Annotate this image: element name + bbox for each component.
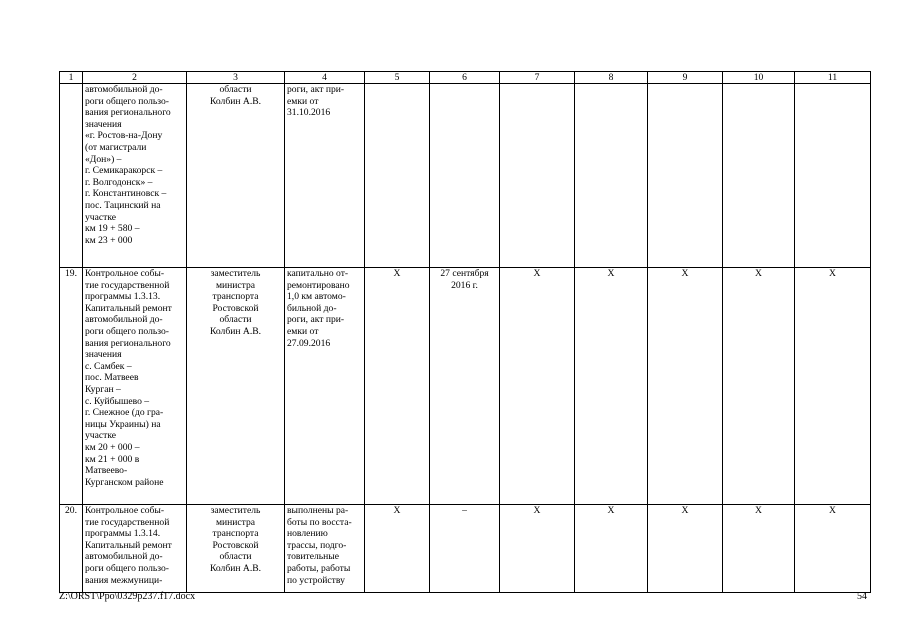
col-header: 7 (500, 72, 575, 84)
cell-line: министра (215, 279, 256, 291)
col-11-value: Х (795, 268, 871, 505)
row-number: 20. (60, 505, 83, 593)
cell-line: программы 1.3.14. (85, 528, 161, 540)
cell-line: Ростовской (212, 539, 259, 551)
cell-line: ницы Украины) на (85, 418, 161, 430)
cell-line: области (219, 551, 252, 563)
cell-line: роги, акт при- (287, 314, 345, 326)
cell-line: 27 сентября (440, 268, 489, 279)
cell-line: тие государственной (85, 279, 170, 291)
report-table (59, 71, 871, 593)
col-5-value: Х (365, 268, 430, 505)
cell-line: емки от (287, 325, 319, 337)
cell-line: 1,0 км автомо- (287, 291, 346, 303)
cell-line: области (219, 314, 252, 326)
cell-line: заместитель (210, 505, 261, 516)
cell-line: (от магистрали (85, 141, 147, 153)
cell-line: Капитальный ремонт (85, 539, 172, 551)
cell-line: вания регионального (85, 107, 171, 119)
cell-line: Колбин А.В. (209, 325, 262, 337)
cell-line: км 19 + 580 – (85, 223, 140, 235)
cell-line: 27.09.2016 (287, 337, 331, 349)
cell-line: работы, работы (287, 562, 351, 574)
cell-line: 2016 г. (451, 279, 478, 291)
col-9-value (648, 84, 723, 268)
cell-line: значения (85, 349, 122, 361)
cell-line: «Дон») – (85, 153, 122, 165)
cell-line: Ростовской (212, 302, 259, 314)
cell-line: капитально от- (287, 268, 349, 279)
col-header: 2 (83, 72, 187, 84)
cell-line: товительные (287, 551, 339, 563)
col-8-value (575, 84, 648, 268)
col-header: 10 (723, 72, 795, 84)
col-7-value: Х (500, 505, 575, 593)
date-value (430, 84, 500, 268)
result (285, 84, 365, 268)
cell-line: тие государственной (85, 516, 170, 528)
col-header: 1 (60, 72, 83, 84)
responsible-person (187, 268, 285, 505)
cell-line: бильной до- (287, 302, 337, 314)
cell-line: 31.10.2016 (287, 107, 331, 119)
cell-line: Колбин А.В. (209, 95, 262, 107)
cell-line: вания регионального (85, 337, 171, 349)
col-8-value: Х (575, 268, 648, 505)
cell-line: Курганском районе (85, 476, 164, 488)
cell-line: с. Куйбышево – (85, 395, 150, 407)
cell-line: автомобильной до- (85, 314, 163, 326)
cell-line: ремонтировано (287, 279, 350, 291)
event-description (83, 505, 187, 593)
col-5-value: Х (365, 505, 430, 593)
col-11-value: Х (795, 505, 871, 593)
cell-line: заместитель (210, 268, 261, 279)
cell-line: транспорта (212, 291, 259, 303)
cell-line: с. Самбек – (85, 360, 132, 372)
col-10-value (723, 84, 795, 268)
cell-line: трассы, подго- (287, 539, 347, 551)
col-10-value: Х (723, 505, 795, 593)
cell-line: Контрольное собы- (85, 505, 165, 516)
cell-line: министра (215, 516, 256, 528)
col-11-value (795, 84, 871, 268)
date-value (430, 505, 500, 593)
col-7-value: Х (500, 268, 575, 505)
cell-line: пос. Матвеев (85, 372, 139, 384)
date-value (430, 268, 500, 505)
cell-line: по устройству (287, 574, 345, 586)
cell-line: участке (85, 211, 117, 223)
cell-line: г. Семикаракорск – (85, 165, 163, 177)
page-number: 54 (857, 591, 867, 602)
col-7-value (500, 84, 575, 268)
row-number: 19. (60, 268, 83, 505)
col-header: 3 (187, 72, 285, 84)
cell-line: «г. Ростов-на-Дону (85, 130, 163, 142)
event-description (83, 84, 187, 268)
responsible-person (187, 505, 285, 593)
col-10-value: Х (723, 268, 795, 505)
cell-line: транспорта (212, 528, 259, 540)
cell-line: г. Константиновск – (85, 188, 167, 200)
event-description (83, 268, 187, 505)
col-9-value: Х (648, 268, 723, 505)
result (285, 268, 365, 505)
cell-line: автомобильной до- (85, 551, 163, 563)
cell-line: Колбин А.В. (209, 562, 262, 574)
cell-line: Курган – (85, 383, 121, 395)
cell-line: вания межмуници- (85, 574, 163, 586)
cell-line: роги, акт при- (287, 84, 345, 95)
cell-line: г. Снежное (до гра- (85, 407, 164, 419)
table-row (60, 505, 871, 593)
cell-line: Матвеево- (85, 465, 128, 477)
col-8-value: Х (575, 505, 648, 593)
cell-line: боты по восста- (287, 516, 352, 528)
cell-line: емки от (287, 95, 319, 107)
cell-line: – (462, 505, 467, 516)
cell-line: г. Волгодонск» – (85, 176, 153, 188)
col-header: 5 (365, 72, 430, 84)
cell-line: Контрольное собы- (85, 268, 165, 279)
cell-line: роги общего пользо- (85, 325, 169, 337)
table-row (60, 268, 871, 505)
cell-line: км 21 + 000 в (85, 453, 140, 465)
cell-line: участке (85, 430, 117, 442)
file-path: Z:\ORST\Ppo\0329p237.f17.docx (59, 591, 196, 602)
cell-line: роги общего пользо- (85, 562, 169, 574)
col-header: 8 (575, 72, 648, 84)
col-header: 9 (648, 72, 723, 84)
table-row (60, 84, 871, 268)
cell-line: новлению (287, 528, 328, 540)
col-9-value: Х (648, 505, 723, 593)
cell-line: выполнены ра- (287, 505, 349, 516)
cell-line: роги общего пользо- (85, 95, 169, 107)
cell-line: км 20 + 000 – (85, 441, 140, 453)
cell-line: Капитальный ремонт (85, 302, 172, 314)
cell-line: автомобильной до- (85, 84, 163, 95)
row-number (60, 84, 83, 268)
responsible-person (187, 84, 285, 268)
result (285, 505, 365, 593)
cell-line: пос. Тацинский на (85, 199, 161, 211)
cell-line: программы 1.3.13. (85, 291, 161, 303)
column-number-row (60, 72, 871, 84)
col-header: 4 (285, 72, 365, 84)
col-5-value (365, 84, 430, 268)
cell-line: км 23 + 000 (85, 234, 133, 246)
col-header: 6 (430, 72, 500, 84)
col-header: 11 (795, 72, 871, 84)
cell-line: области (219, 84, 252, 95)
cell-line: значения (85, 118, 122, 130)
